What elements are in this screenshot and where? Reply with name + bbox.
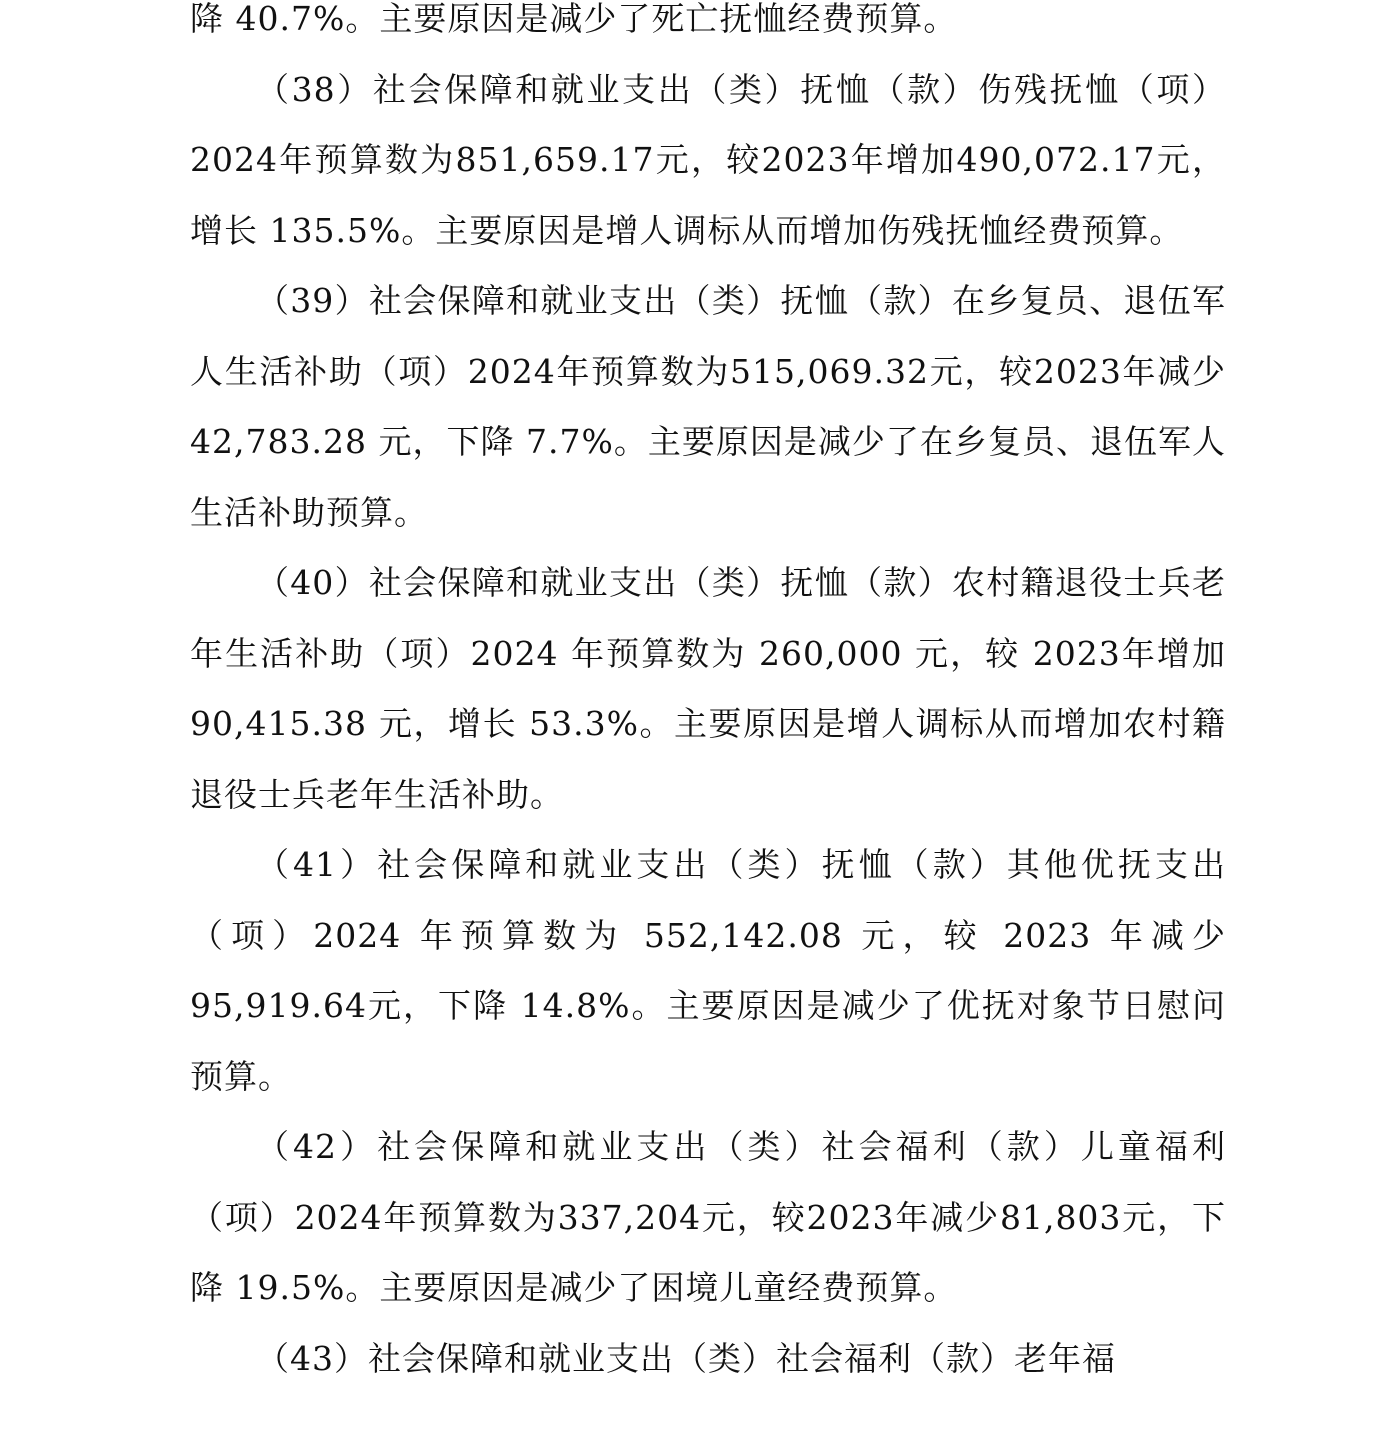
paragraph-37-continuation: 降 40.7%。主要原因是减少了死亡抚恤经费预算。 [190,0,958,38]
paragraph-38: （38）社会保障和就业支出（类）抚恤（款）伤残抚恤（项）2024年预算数为851,659.17元，较2023年增加490,072.17元，增长 135.5%。主要原因是增人调标从而增加伤残抚恤经费预算。 [190,69,1226,250]
paragraph-41: （41）社会保障和就业支出（类）抚恤（款）其他优抚支出（项）2024 年预算数为 552,142.08 元，较 2023 年减少95,919.64元，下降 14.8%。主要原因是减少了优抚对象节日慰问预算。 [190,845,1226,1096]
paragraph-43-start: （43）社会保障和就业支出（类）社会福利（款）老年福 [256,1338,1116,1378]
paragraph-39: （39）社会保障和就业支出（类）抚恤（款）在乡复员、退伍军人生活补助（项）2024年预算数为515,069.32元，较2023年减少 42,783.28 元，下降 7.7%。主要原因是减少了在乡复员、退伍军人生活补助预算。 [190,281,1226,532]
paragraph-42: （42）社会保障和就业支出（类）社会福利（款）儿童福利（项）2024年预算数为337,204元，较2023年减少81,803元，下降 19.5%。主要原因是减少了困境儿童经费预算。 [190,1127,1226,1307]
paragraph-40: （40）社会保障和就业支出（类）抚恤（款）农村籍退役士兵老年生活补助（项）2024 年预算数为 260,000 元，较 2023年增加 90,415.38 元，增长 53.3%。主要原因是增人调标从而增加农村籍退役士兵老年生活补助。 [190,563,1226,814]
document-page [190,0,1226,1394]
